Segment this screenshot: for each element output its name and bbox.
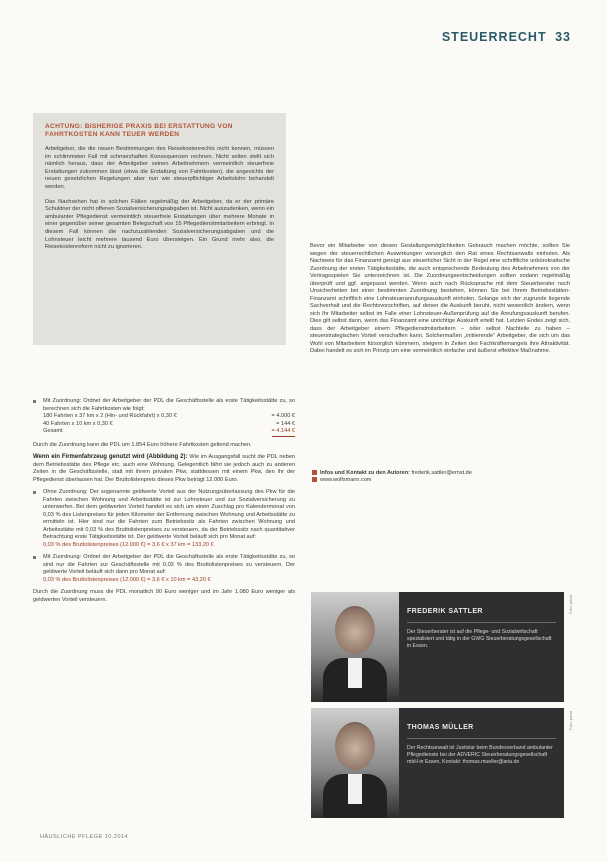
calc-label: 40 Fahrten x 10 km x 0,30 € [43,420,113,427]
info-box [33,113,286,345]
section-title: STEUERRECHT [441,30,547,44]
calc-label: Gesamt [43,428,63,434]
box-paragraph-2: Das Nachsehen hat in solchen Fällen regelmäßig der Arbeitgeber, da er der primäre Schuldner der nicht offenen Sozialversicherungsabgaben ist. Nicht auszudenken, wenn ein ambulanter Pflegedienst vermeintlich steuerfreie Erstattungen über mehrere Monate in einer gegenüber seiner gesamten Belegschaft von 15 Pflegedienstmitarbeitern erbringt. In diesem Fall können die nachzuzahlenden Sozialversicherungsabgaben und die Lohnsteuer leicht mehrere tausend Euro übersteigen. Ein Grund mehr also, die Reisekostenreform nicht zu ignorieren. [45,198,274,251]
calc-row [43,421,295,429]
paragraph: Durch die Zuordnung kann die PDL um 1.854 Euro höhere Fahrtkosten geltend machen. [33,441,252,448]
contact-email[interactable]: frederik.sattler@ernst.de [411,470,472,476]
box-paragraph-1: Arbeitgeber, die die neuen Bestimmungen des Reisekostenrechts nicht kennen, müssen im schlimmsten Fall mit schmerzhaften Konsequenzen rechnen. Nicht selten stellt sich nämlich heraus, dass der Arbeitgeber seinen Arbeitnehmern vermeintlich steuerfreie Erstattungen zukommen lässt (etwa die Erstattung von Fahrtkosten), die angesichts der neuen gesetzlichen Regelungen aber nun wie steuerpflichtiger Arbeitslohn behandelt werden. [45,146,274,190]
calc-value: = 144 € [276,420,295,427]
author-photo [311,708,399,818]
bullet-text: Mit Zuordnung: Ordnet der Arbeitgeber der PDL die Geschäftsstelle als erste Tätigkeitsstätte zu, so sind nur die Fahrten zur Geschäftsstelle mit 0,03 % des Bruttolistenpreises zu versteuern. Der geldwerte Vorteil beläuft sich dann pro Monat auf: [43,554,295,575]
calc-line: 0,03 % des Bruttolistenpreises (12.000 €) = 3,6 € x 10 km = 43,20 € [43,576,211,583]
page-number: 33 [555,30,571,44]
paragraph-end: Durch die Zuordnung muss die PDL monatlich 90 Euro weniger und im Jahr 1.080 Euro weniger als geldwerten Vorteil versteuern. [33,589,295,603]
author-name: FREDERIK SATTLER [407,608,483,615]
divider [407,738,556,739]
contact-website[interactable]: www.wolfsmann.com [320,477,372,483]
square-icon [312,470,317,475]
author-bio: Der Steuerberater ist auf die Pflege- und Sozialwirtschaft spezialisiert und tätig in der GWG Steuerberatungsgesellschaft in Essen. [407,629,552,649]
author-card-sattler [311,592,564,702]
bullet-text: Ohne Zuordnung: Der sogenannte geldwerte Vorteil aus der Nutzungsüberlassung des Pkw für die Fahrten zwischen Wohnung und Arbeitsstätte ist zur Lohnsteuer und zur Sozialversicherung zu unterwerfen. Bei dem geldwerten Vorteil handelt es sich um einen Zuschlag pro Kalendermonat von 0,03 % des Listenpreises für jeden Kilometer der Entfernung zwischen Wohnung und Arbeitsstätte zu ermitteln ist. Hier sind nur die Fahrten zum Betriebssitz als Fahrten zwischen Wohnung und Arbeitsstätte mit 0,03 % des Bruttolistenpreises zu versteuern, da der Betriebssitz nach quantitativer Betrachtung erste Tätigkeitsstätte ist. Der geldwerte Vorteil beläuft sich pro Monat auf: [43,489,295,540]
author-card-mueller [311,708,564,818]
box-title: ACHTUNG: BISHERIGE PRAXIS BEI ERSTATTUNG VON FAHRTKOSTEN KANN TEUER WERDEN [45,123,233,138]
author-name: THOMAS MÜLLER [407,724,474,731]
subheading: Wenn ein Firmenfahrzeug genutzt wird (Abbildung 2): [33,454,188,460]
bullet-without-assignment [33,489,295,549]
author-panel [399,708,564,818]
right-column [310,243,570,361]
contact-label: Infos und Kontakt zu den Autoren: [320,470,410,476]
page-header [442,30,571,44]
divider [407,622,556,623]
head-shape [335,606,375,654]
head-shape [335,722,375,770]
page-footer: HÄUSLICHE PFLEGE 10.2014 [40,834,129,840]
bullet-text: Mit Zuordnung: Ordnet der Arbeitgeber der PDL die Geschäftsstelle als erste Tätigkeitsstätte zu, so berechnen sich die Fahrtkosten wie folgt: [43,398,295,412]
author-contact [312,470,562,484]
author-bio: Der Rechtsanwalt ist Justiziar beim Bundesverband ambulanter Pflegedienste bei der ADVERIC Steuerberatungsgesellschaft mbH in Essen, Kontakt: thomas.mueller@aria.de [407,745,553,765]
calc-label: 180 Fahrten x 37 km x 2 (Hin- und Rückfahrt) x 0,30 € [43,413,177,419]
square-icon [312,477,317,482]
paragraph-text: Wie im Ausgangsfall sucht die PDL neben dem Betriebsstätte des Pflege etc. auch eine Wohnung. Gelegentlich fährt sie jedoch auch zu anderen Zeiten in die Geschäftsstelle, statt mit ihrem privaten Pkw, stattdessen mit einem Pkw, den ihr der Pflegedienst überlassen hat. Der Bruttolistenpreis dieses Pkw beträgt 12.000 Euro. [33,454,295,483]
calc-value: = 4.000 € [271,413,295,419]
bullet-with-assignment [33,398,295,437]
right-paragraph: Bevor ein Mitarbeiter von diesen Gestaltungsmöglichkeiten Gebrauch machen möchte, sollten Sie wegen der steuerrechtlichen Auswirkungen vorsorglich den Rat eines Rechtsanwalts einholen. Als Nachweis für das Finanzamt genügt aus steuerlicher Sicht in der Regel eine schriftliche unbürokratische Zuordnung der ersten Tätigkeitsstätte, die auch entsprechende Bedeutung des Arbeitnehmers von der Vertragsspielen Sie unterzeichnen ist. Die Zuordnungsentscheidungen sollten sodann regelmäßig überprüft und ggf. angepasst werden. Wenn auch nach Rücksprache mit dem Steuerberater noch Unsicherheiten bei einer bestimmten Zuordnung bestehen, können Sie bei Ihrem Betriebsstätten-Finanzamt schriftlich eine Lohnsteueranrufungsauskunft einholen. Solange sich der zugrunde liegende Sachverhalt und die Rechtsvorschriften, auf denen die Auskunft beruht, nicht wesentlich ändern, wenn sich Ihr Mitarbeiter selbst im Falle einer Lohnsteuer-Außenprüfung auf die Anrufungsauskunft berufen. Dies gilt selbst dann, wenn das Finanzamt eine unrichtige Auskunft erteilt hat. Letzten Endes zeigt sich, dass der Arbeitgeber einem Pflegedienstmitarbeitern – oder selbst Nachteile zu haben – steuerstrategischen Vorteil verschaffen kann. Solchermaßen „initiierende“ Arbeitgeber, die sich um das Wohl von Mitarbeitern fürsorglich kümmern, steigern in Zeiten des Fachkräftemangels ihre Attraktivität. Dabei handelt es sich im Prinzip um eine vermeintlich einfache und äußerst effektive Maßnahme. [310,243,570,354]
calc-line: 0,03 % des Bruttolistenpreises (12.000 €) = 3,6 € x 37 km = 133,20 € [43,541,214,548]
author-panel [399,592,564,702]
shirt-shape [348,774,362,804]
shirt-shape [348,658,362,688]
bullet-with-assignment-2 [33,554,295,584]
left-column [33,398,295,609]
calc-row [43,428,295,437]
calc-total: = 4.144 € [272,428,295,437]
author-photo [311,592,399,702]
paragraph-company-car [33,454,295,484]
photo-credit: Foto: privat [569,595,573,614]
photo-credit: Foto: privat [569,711,573,730]
calc-row [43,413,295,421]
